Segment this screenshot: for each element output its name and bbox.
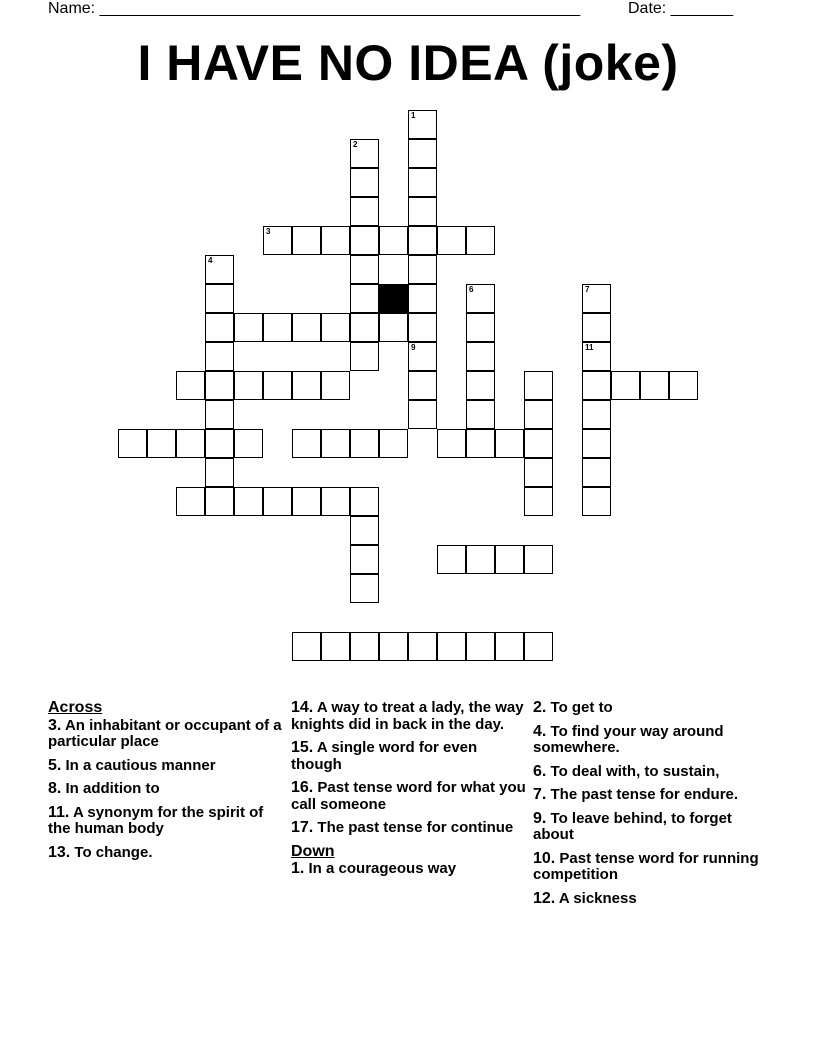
crossword-cell[interactable] (350, 313, 379, 342)
crossword-cell[interactable] (263, 313, 292, 342)
crossword-cell[interactable] (118, 429, 147, 458)
crossword-cell[interactable] (205, 458, 234, 487)
crossword-cell[interactable] (466, 429, 495, 458)
date-field-label: Date: _______ (628, 0, 733, 17)
crossword-cell[interactable] (524, 429, 553, 458)
crossword-cell[interactable] (350, 429, 379, 458)
crossword-cell[interactable] (466, 313, 495, 342)
crossword-cell[interactable] (582, 342, 611, 371)
crossword-cell[interactable] (582, 313, 611, 342)
crossword-cell[interactable] (234, 313, 263, 342)
crossword-cell[interactable] (437, 429, 466, 458)
crossword-cell[interactable] (350, 342, 379, 371)
crossword-cell[interactable] (408, 342, 437, 371)
crossword-cell[interactable] (350, 197, 379, 226)
crossword-cell[interactable] (321, 487, 350, 516)
crossword-cell[interactable] (263, 226, 292, 255)
crossword-cell[interactable] (292, 371, 321, 400)
crossword-cell[interactable] (408, 197, 437, 226)
clue-down-1: 1. In a courageous way (291, 860, 457, 877)
clue-across-16: 16. Past tense word for what you call someone (291, 779, 526, 813)
crossword-cell[interactable] (205, 429, 234, 458)
crossword-cell[interactable] (234, 487, 263, 516)
clue-down-9: 9. To leave behind, to forget about (533, 809, 732, 843)
crossword-cell[interactable] (524, 487, 553, 516)
crossword-cell[interactable] (205, 400, 234, 429)
crossword-cell[interactable] (234, 371, 263, 400)
clue-column-3 (533, 700, 773, 914)
crossword-cell[interactable] (582, 400, 611, 429)
across-heading: Across (48, 699, 103, 716)
clue-down-2: 2. To get to (533, 699, 613, 716)
crossword-cell[interactable] (321, 632, 350, 661)
crossword-cell[interactable] (495, 632, 524, 661)
crossword-cell[interactable] (466, 342, 495, 371)
crossword-cell[interactable] (524, 371, 553, 400)
crossword-cell-number: 3 (266, 227, 271, 236)
crossword-cell[interactable] (350, 284, 379, 313)
crossword-cell[interactable] (408, 371, 437, 400)
crossword-cell[interactable] (408, 139, 437, 168)
crossword-cell-number: 1 (411, 111, 416, 120)
crossword-cell[interactable] (205, 371, 234, 400)
crossword-cell[interactable] (379, 313, 408, 342)
crossword-cell[interactable] (292, 429, 321, 458)
crossword-cell[interactable] (466, 400, 495, 429)
crossword-cell[interactable] (524, 458, 553, 487)
crossword-cell[interactable] (466, 632, 495, 661)
crossword-cell[interactable] (350, 545, 379, 574)
crossword-cell[interactable] (408, 313, 437, 342)
crossword-cell[interactable] (582, 284, 611, 313)
crossword-cell[interactable] (524, 400, 553, 429)
crossword-cell[interactable] (176, 487, 205, 516)
crossword-cell[interactable] (176, 429, 205, 458)
crossword-black-cell (379, 284, 408, 313)
clue-down-7: 7. The past tense for endure. (533, 786, 739, 803)
crossword-cell[interactable] (350, 226, 379, 255)
crossword-cell[interactable] (205, 487, 234, 516)
crossword-cell[interactable] (321, 429, 350, 458)
crossword-cell[interactable] (263, 371, 292, 400)
crossword-cell[interactable] (408, 226, 437, 255)
crossword-cell[interactable] (408, 632, 437, 661)
crossword-cell[interactable] (350, 516, 379, 545)
clue-down-4: 4. To find your way around somewhere. (533, 722, 724, 756)
crossword-cell[interactable] (205, 313, 234, 342)
clue-down-10: 10. Past tense word for running competition (533, 849, 759, 883)
crossword-cell[interactable] (379, 226, 408, 255)
clue-across-8: 8. In addition to (48, 780, 160, 797)
crossword-cell[interactable] (495, 429, 524, 458)
clue-down-12: 12. A sickness (533, 889, 637, 907)
crossword-cell[interactable] (350, 168, 379, 197)
clue-column-1 (48, 700, 288, 868)
crossword-cell[interactable] (263, 487, 292, 516)
crossword-cell[interactable] (466, 545, 495, 574)
crossword-cell[interactable] (350, 255, 379, 284)
crossword-cell[interactable] (408, 110, 437, 139)
clue-across-15: 15. A single word for even though (291, 739, 478, 773)
crossword-cell[interactable] (582, 458, 611, 487)
crossword-cell[interactable] (582, 371, 611, 400)
crossword-cell[interactable] (437, 545, 466, 574)
crossword-cell[interactable] (611, 371, 640, 400)
crossword-cell[interactable] (234, 429, 263, 458)
crossword-cell[interactable] (408, 284, 437, 313)
clue-column-2 (291, 700, 531, 885)
crossword-cell[interactable] (640, 371, 669, 400)
crossword-cell[interactable] (176, 371, 205, 400)
crossword-cell[interactable] (582, 429, 611, 458)
crossword-cell-number: 9 (411, 343, 416, 352)
crossword-cell[interactable] (408, 168, 437, 197)
crossword-cell[interactable] (582, 487, 611, 516)
crossword-cell[interactable] (437, 632, 466, 661)
crossword-cell[interactable] (147, 429, 176, 458)
clue-across-17: 17. The past tense for continue (291, 819, 514, 836)
crossword-cell[interactable] (350, 139, 379, 168)
crossword-cell[interactable] (408, 400, 437, 429)
crossword-cell[interactable] (466, 371, 495, 400)
down-heading: Down (291, 842, 335, 860)
page-title: I HAVE NO IDEA (joke) (137, 35, 679, 91)
crossword-cell[interactable] (205, 284, 234, 313)
crossword-cell[interactable] (292, 487, 321, 516)
clue-down-6: 6. To deal with, to sustain, (533, 762, 720, 780)
crossword-cell[interactable] (408, 255, 437, 284)
crossword-cell-number: 2 (353, 140, 358, 149)
clue-across-3: 3. An inhabitant or occupant of a particular place (48, 716, 282, 750)
crossword-cell[interactable] (205, 255, 234, 284)
crossword-cell[interactable] (321, 371, 350, 400)
crossword-cell-number: 6 (469, 285, 474, 294)
crossword-cell[interactable] (292, 226, 321, 255)
crossword-cell[interactable] (669, 371, 698, 400)
crossword-cell[interactable] (379, 429, 408, 458)
crossword-cell-number: 4 (208, 256, 213, 265)
crossword-cell[interactable] (321, 226, 350, 255)
crossword-cell[interactable] (350, 574, 379, 603)
crossword-cell[interactable] (205, 342, 234, 371)
crossword-cell[interactable] (466, 226, 495, 255)
crossword-cell[interactable] (466, 284, 495, 313)
crossword-cell[interactable] (350, 487, 379, 516)
crossword-cell[interactable] (292, 632, 321, 661)
crossword-cell[interactable] (379, 632, 408, 661)
crossword-cell[interactable] (350, 632, 379, 661)
crossword-cell[interactable] (495, 545, 524, 574)
clue-across-11: 11. A synonym for the spirit of the human body (48, 803, 264, 837)
crossword-cell[interactable] (524, 632, 553, 661)
name-field-label: Name: ______________________________________________________ (48, 0, 581, 17)
crossword-cell[interactable] (524, 545, 553, 574)
crossword-cell[interactable] (437, 226, 466, 255)
clue-across-14: 14. A way to treat a lady, the way knights did in back in the day. (291, 699, 524, 733)
clue-across-13: 13. To change. (48, 843, 153, 861)
crossword-cell-number: 11 (585, 343, 594, 352)
crossword-cell-number: 7 (585, 285, 590, 294)
crossword-cell[interactable] (321, 313, 350, 342)
clue-across-5: 5. In a cautious manner (48, 756, 216, 774)
crossword-cell[interactable] (292, 313, 321, 342)
